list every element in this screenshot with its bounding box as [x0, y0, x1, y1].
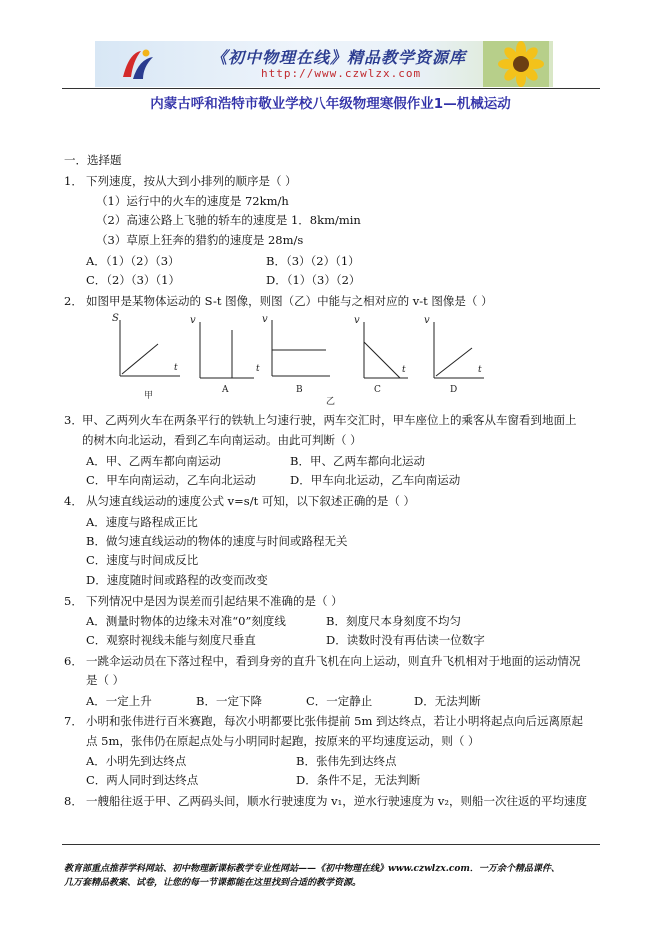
q2-graphs-figure	[108, 312, 528, 412]
header-banner	[95, 41, 553, 87]
q4-number: 4．	[64, 494, 83, 508]
q6-number: 6．	[64, 654, 83, 668]
q5-option-d[interactable]: D．读数时没有再估读一位数字	[326, 633, 485, 647]
site-logo-icon	[119, 47, 157, 83]
q5-option-a[interactable]: A．测量时物体的边缘未对准“0”刻度线	[86, 614, 286, 628]
q6-stem-line1: 一跳伞运动员在下落过程中，看到身旁的直升飞机在向上运动，则直升飞机相对于地面的运动情况	[86, 654, 581, 668]
q7-stem-line2: 点 5m，张伟仍在原起点处与小明同时起跑，按原来的平均速度运动，则（ ）	[86, 734, 480, 748]
q2-stem: 如图甲是某物体运动的 S-t 图像，则图（乙）中能与之相对应的 v-t 图像是（ ）	[86, 294, 493, 308]
q3-option-c[interactable]: C．甲车向南运动，乙车向北运动	[86, 473, 256, 487]
q5-stem: 下列情况中是因为误差而引起结果不准确的是（ ）	[86, 594, 343, 608]
graph-b-t-label: t	[256, 364, 260, 374]
graph-option-a[interactable]	[190, 315, 254, 395]
banner-url[interactable]: http://www.czwlzx.com	[261, 67, 422, 80]
q7-number: 7．	[64, 714, 83, 728]
graph-jia-caption: 甲	[144, 391, 154, 401]
q6-option-a[interactable]: A．一定上升	[86, 694, 152, 708]
q1-stem: 下列速度，按从大到小排列的顺序是（ ）	[86, 174, 297, 188]
q3-number: 3．	[64, 413, 83, 427]
graph-yi-caption: 乙	[326, 397, 336, 407]
document-title: 内蒙古呼和浩特市敬业学校八年级物理寒假作业1—机械运动	[150, 96, 511, 112]
q3-option-d[interactable]: D．甲车向北运动，乙车向南运动	[290, 473, 461, 487]
q5-option-c[interactable]: C．观察时视线未能与刻度尺垂直	[86, 633, 256, 647]
graph-jia	[112, 313, 180, 401]
footer-divider	[62, 844, 600, 845]
q1-number: 1．	[64, 174, 83, 188]
graph-c-v-label: v	[354, 315, 360, 326]
banner-title: 《初中物理在线》精品教学资源库	[211, 48, 467, 67]
graph-option-d[interactable]	[424, 315, 484, 395]
graph-a-v-label: v	[190, 315, 196, 326]
sunflower-icon	[483, 41, 549, 87]
q1-option-b[interactable]: B．（3）（2）（1）	[266, 254, 360, 268]
graph-b-v-label: v	[262, 314, 268, 325]
graph-d-t-label: t	[478, 365, 482, 375]
q4-option-a[interactable]: A．速度与路程成正比	[86, 515, 198, 529]
graph-jia-s-label: S	[112, 313, 119, 324]
q3-option-b[interactable]: B．甲、乙两车都向北运动	[290, 454, 425, 468]
q4-option-c[interactable]: C．速度与时间成反比	[86, 553, 199, 567]
graph-c-caption: C	[374, 385, 381, 395]
q6-stem-line2: 是（ ）	[86, 673, 125, 687]
q4-option-b[interactable]: B．做匀速直线运动的物体的速度与时间或路程无关	[86, 534, 348, 548]
q3-stem-line2: 的树木向北运动，看到乙车向南运动。由此可判断（ ）	[82, 433, 362, 447]
footer-line-1: 教育部重点推荐学科网站、初中物理新课标教学专业性网站——《初中物理在线》www.czwlzx.com．一万余个精品课件、	[64, 864, 560, 874]
q7-option-d[interactable]: D．条件不足，无法判断	[296, 773, 421, 787]
header-divider	[62, 88, 600, 89]
q7-option-b[interactable]: B．张伟先到达终点	[296, 754, 397, 768]
q5-number: 5．	[64, 594, 83, 608]
q7-stem-line1: 小明和张伟进行百米赛跑，每次小明都要比张伟提前 5m 到达终点，若让小明将起点向后远离原起	[86, 714, 584, 728]
q6-option-d[interactable]: D．无法判断	[414, 694, 481, 708]
q3-option-a[interactable]: A．甲、乙两车都向南运动	[86, 454, 221, 468]
q8-number: 8．	[64, 794, 83, 808]
q1-item-2: （2）高速公路上飞驰的轿车的速度是 1．8km/min	[96, 213, 361, 227]
q1-item-1: （1）运行中的火车的速度是 72km/h	[96, 194, 289, 208]
q1-option-c[interactable]: C．（2）（3）（1）	[86, 273, 180, 287]
q4-option-d[interactable]: D．速度随时间或路程的改变而改变	[86, 573, 268, 587]
q6-option-b[interactable]: B．一定下降	[196, 694, 262, 708]
q1-option-a[interactable]: A．（1）（2）（3）	[86, 254, 180, 268]
q5-option-b[interactable]: B．刻度尺本身刻度不均匀	[326, 614, 461, 628]
q1-option-d[interactable]: D．（1）（3）（2）	[266, 273, 361, 287]
q2-number: 2．	[64, 294, 83, 308]
section-heading: 一．选择题	[64, 153, 122, 167]
q7-option-c[interactable]: C．两人同时到达终点	[86, 773, 199, 787]
q4-stem: 从匀速直线运动的速度公式 v=s/t 可知，以下叙述正确的是（ ）	[86, 494, 415, 508]
graph-jia-t-label: t	[174, 363, 178, 373]
q8-stem: 一艘船往返于甲、乙两码头间，顺水行驶速度为 v₁，逆水行驶速度为 v₂，则船一次往返的平均速度	[86, 794, 588, 808]
q3-stem-line1: 甲、乙两列火车在两条平行的铁轨上匀速行驶，两车交汇时，甲车座位上的乘客从车窗看到地面上	[82, 413, 577, 427]
footer-line-2: 几万套精品教案、试卷，让您的每一节课都能在这里找到合适的教学资源。	[64, 878, 362, 888]
graph-a-caption: A	[222, 385, 229, 395]
graph-b-caption: B	[296, 385, 303, 395]
q6-option-c[interactable]: C．一定静止	[306, 694, 373, 708]
graph-d-v-label: v	[424, 315, 430, 326]
graph-option-c[interactable]	[354, 315, 408, 395]
graph-c-t-label: t	[402, 365, 406, 375]
graph-d-caption: D	[450, 385, 458, 395]
q1-item-3: （3）草原上狂奔的猎豹的速度是 28m/s	[96, 233, 304, 247]
graph-option-b[interactable]	[256, 314, 335, 407]
q7-option-a[interactable]: A．小明先到达终点	[86, 754, 187, 768]
